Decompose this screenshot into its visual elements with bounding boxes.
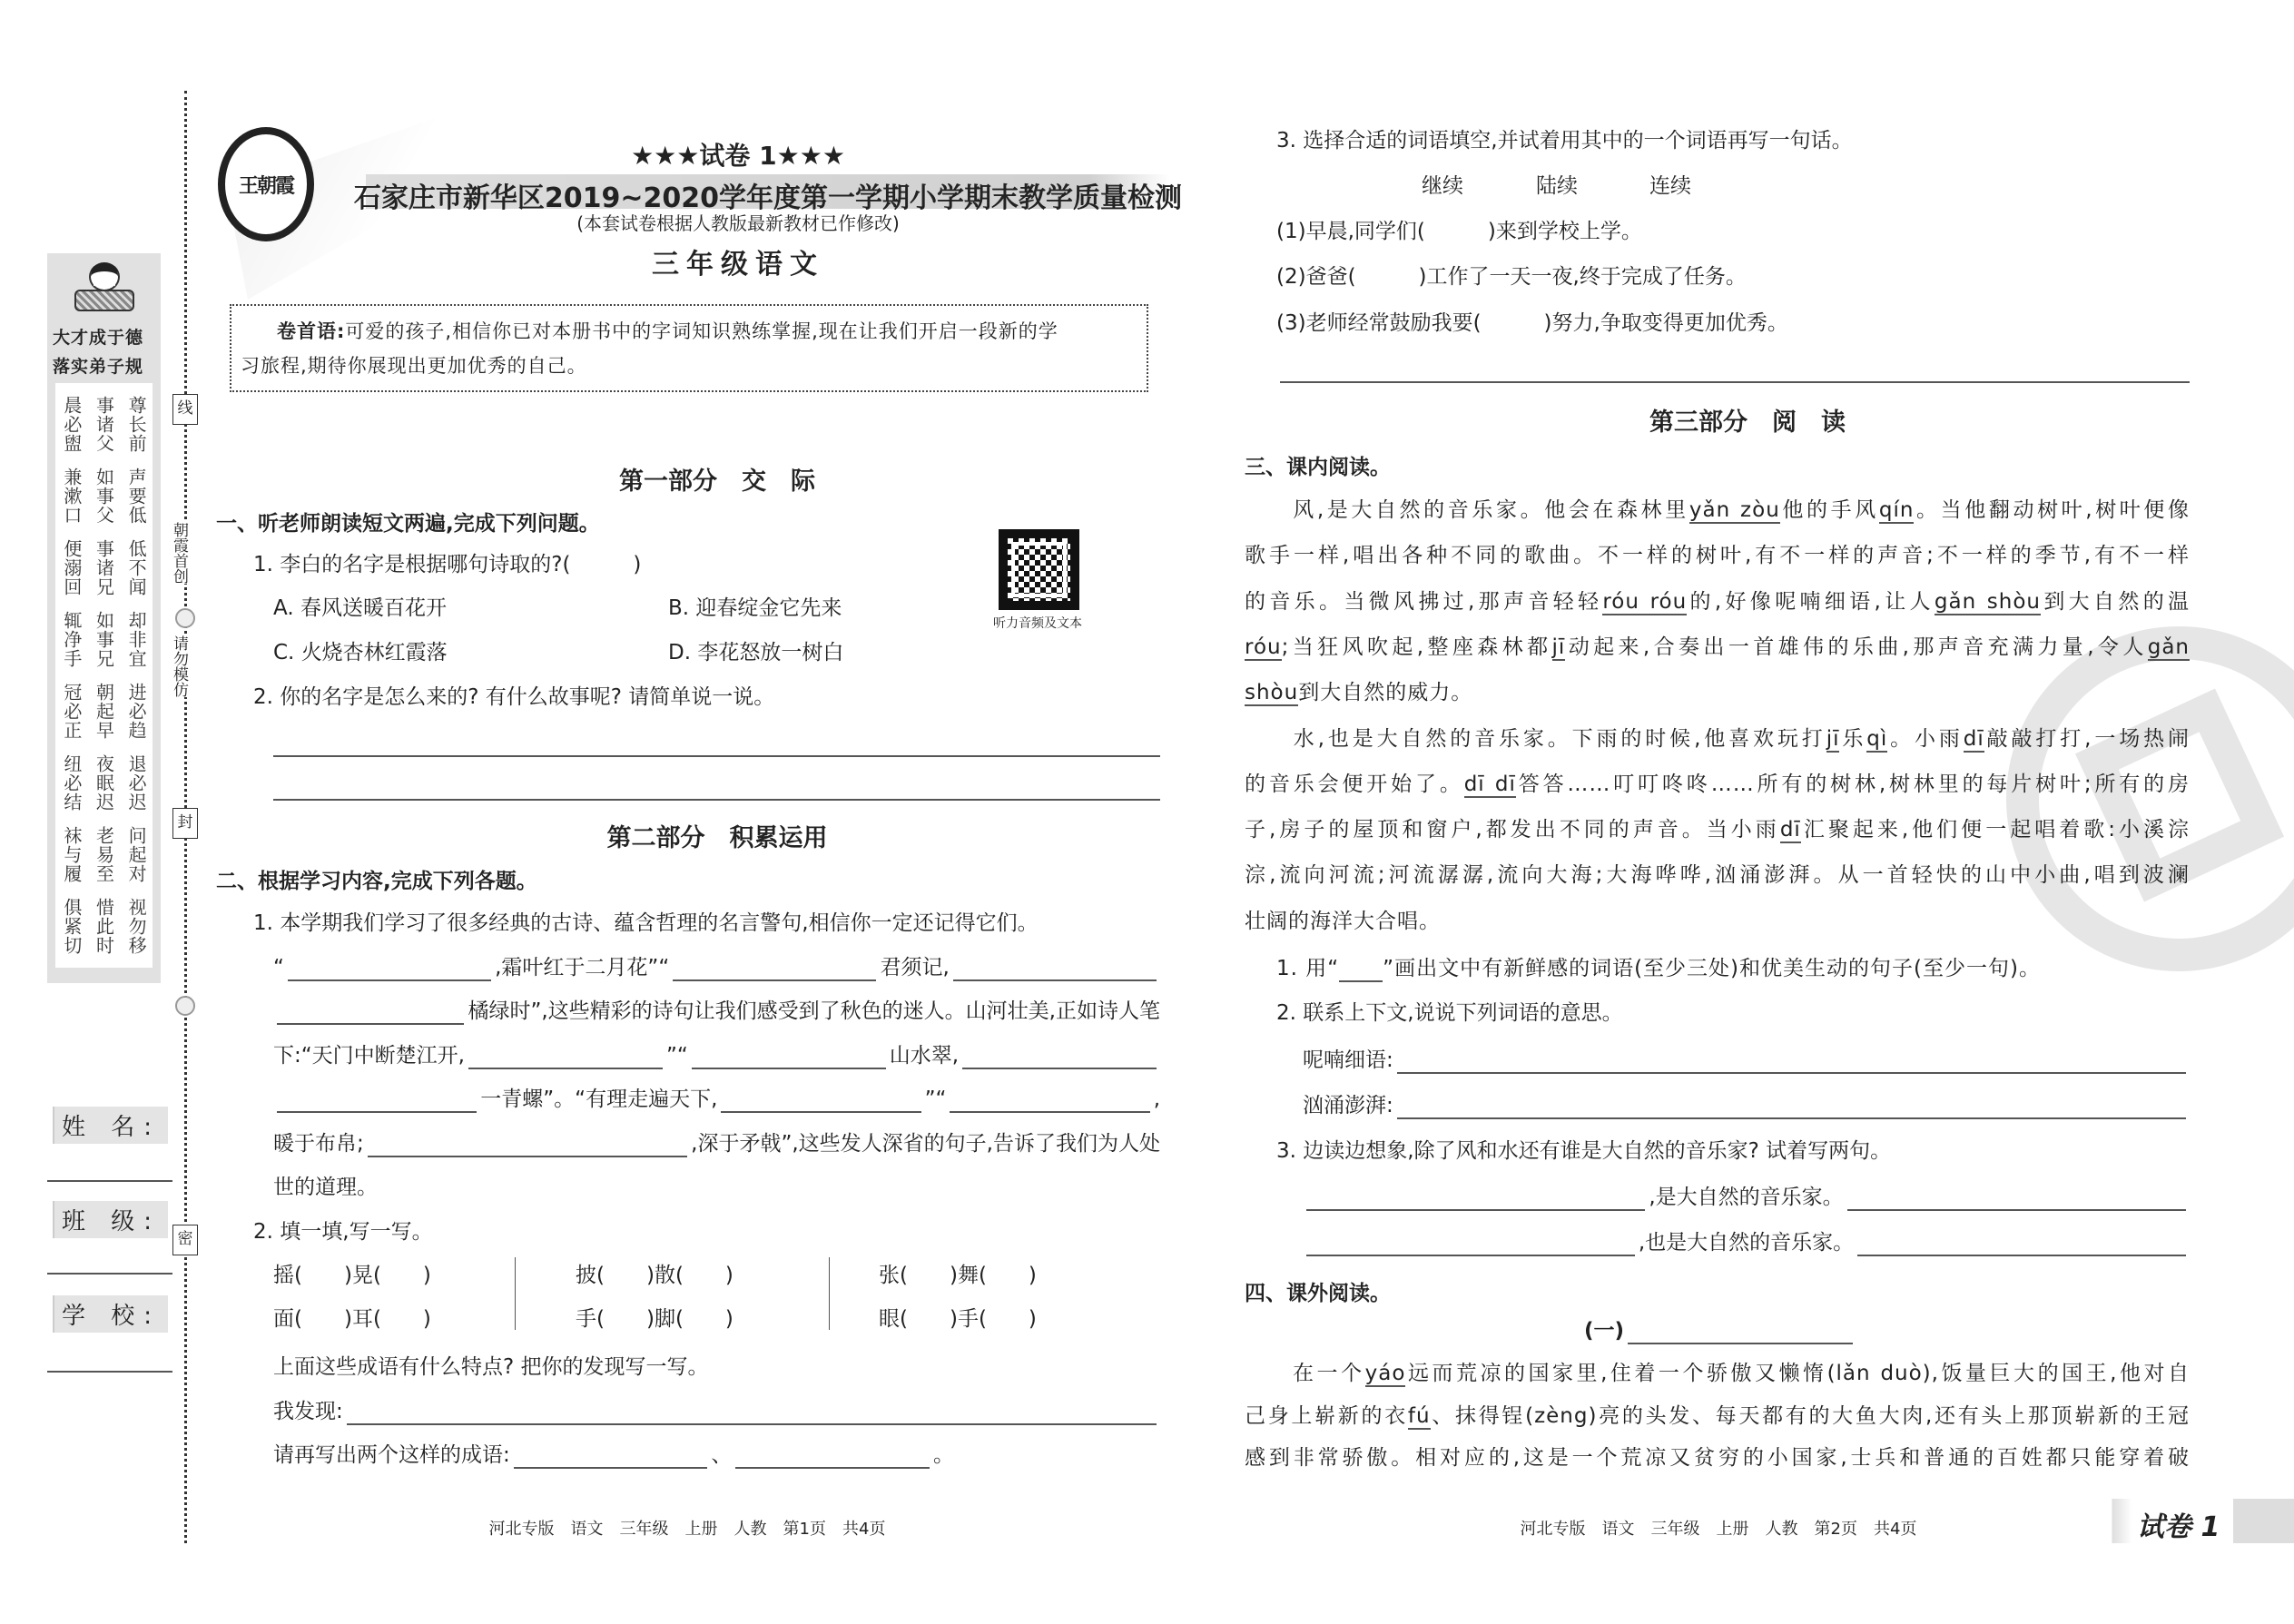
text-segment: 一青螺”。“有理走遍天下, — [480, 1088, 718, 1111]
answer-line — [273, 755, 1160, 757]
pinyin-underlined: qín — [1878, 498, 1915, 522]
rule-phrase: 纽必结 — [60, 754, 83, 812]
text-segment: 乐 — [1839, 726, 1867, 751]
smiley-icon — [175, 996, 195, 1016]
subject-title: 三年级语文 — [652, 249, 824, 281]
rule-phrase: 事诸兄 — [93, 539, 115, 596]
text-segment: 的,好像呢喃细语,让人 — [1687, 589, 1935, 614]
publisher-logo — [218, 127, 314, 241]
text-segment: 壮阔的海洋大合唱。 — [1245, 909, 1441, 933]
rule-phrase: 如事兄 — [93, 611, 115, 668]
name-label: 姓 名: — [53, 1107, 168, 1144]
question-text: 3. 选择合适的词语填空,并试着用其中的一个词语再写一句话。 — [1276, 129, 1853, 153]
text-segment: 感到非常骄傲。相对应的,这是一个荒凉又贫穷的小国家,士兵和普通的百姓都只能穿着破 — [1245, 1446, 2190, 1470]
question-text: 2. 填一填,写一写。 — [253, 1220, 433, 1244]
pinyin-underlined: yǎn zòu — [1689, 498, 1780, 522]
text-segment: 橘绿时”,这些精彩的诗句让我们感受到了秋色的迷人。山河壮美,正如诗人笔 — [468, 999, 1160, 1023]
cartoon-student-icon — [74, 262, 134, 317]
answer-blank — [1847, 1187, 2186, 1211]
preface-label: 卷首语: — [277, 320, 346, 342]
question-heading: 四、课外阅读。 — [1245, 1282, 1391, 1305]
answer-blank — [673, 958, 876, 981]
text-segment: 山水翠, — [889, 1043, 960, 1068]
text-segment: 。当他翻动树叶,树叶便像 — [1914, 498, 2191, 522]
rule-phrase: 声要低 — [125, 468, 148, 525]
page-footer: 河北专版 语文 三年级 上册 人教 第2页 共4页 — [1520, 1520, 1917, 1539]
rule-phrase: 退必迟 — [125, 754, 148, 812]
answer-line — [1280, 381, 2190, 383]
text-segment: “ — [273, 955, 284, 979]
text-line — [1303, 1047, 2190, 1074]
rule-group — [55, 396, 153, 453]
text-segment: 暖于布帛; — [273, 1131, 364, 1156]
text-segment: 己身上崭新的衣 — [1245, 1403, 1408, 1428]
option-a: A. 春风送暖百花开 — [273, 596, 447, 620]
text-segment: 下:“天门中断楚江开, — [273, 1043, 465, 1068]
pinyin-underlined: jī — [1551, 635, 1566, 659]
text-segment: ,霜叶红于二月花”“ — [495, 955, 670, 979]
binding-notice: 朝霞首创 — [170, 522, 188, 584]
separator: 、 — [711, 1443, 733, 1467]
text-segment: ”画出文中有新鲜感的词语(至少三处)和优美生动的句子(至少一句)。 — [1383, 957, 2041, 980]
question-heading: 一、听老师朗读短文两遍,完成下列问题。 — [216, 512, 600, 536]
rule-phrase: 却非宜 — [125, 611, 148, 668]
rule-phrase: 朝起早 — [93, 683, 115, 740]
idiom-item: 面( )耳( ) — [273, 1307, 431, 1331]
text-line — [1245, 678, 2190, 707]
text-segment: 呢喃细语: — [1303, 1048, 1393, 1072]
text-line — [1245, 770, 2190, 799]
rule-phrase: 冠必正 — [60, 683, 83, 740]
rule-group — [55, 754, 153, 812]
answer-line — [273, 799, 1160, 801]
smiley-icon — [175, 608, 195, 628]
pinyin-underlined: yáo — [1364, 1362, 1406, 1385]
answer-blank — [1306, 1187, 1645, 1211]
option-c: C. 火烧杏林红霞落 — [273, 641, 448, 664]
rule-phrase: 视勿移 — [125, 898, 148, 955]
pinyin-underlined: gǎn — [2147, 635, 2190, 659]
rule-group — [55, 468, 153, 525]
answer-blank — [277, 1001, 464, 1025]
answer-blank — [1306, 1233, 1635, 1256]
text-line — [1245, 1359, 2190, 1388]
pinyin-underlined: dī dī — [1463, 772, 1516, 796]
rule-phrase: 夜眠迟 — [93, 754, 115, 812]
logo-text: 王朝霞 — [238, 174, 293, 198]
pinyin-underlined: dī — [1779, 818, 1801, 842]
rule-group — [55, 683, 153, 740]
text-segment: 的音乐。当微风拂过,那声音轻轻 — [1245, 589, 1603, 614]
school-label: 学 校: — [53, 1295, 168, 1333]
text-segment: 到大自然的威力。 — [1298, 681, 1473, 705]
text-segment: 在一个 — [1245, 1362, 1365, 1385]
rule-phrase: 低不闻 — [125, 539, 148, 596]
text-line — [1303, 1184, 2190, 1211]
idiom-item: 张( )舞( ) — [879, 1264, 1037, 1287]
text-segment: ”“ — [924, 1088, 947, 1111]
exam-subtitle: (本套试卷根据人教版最新教材已作修改) — [576, 212, 900, 234]
text-line — [1303, 1229, 2190, 1256]
label: 我发现: — [273, 1400, 343, 1423]
idiom-item: 眼( )手( ) — [879, 1307, 1037, 1331]
text-segment: 子,房子的屋顶和窗户,都发出不同的声音。当小雨 — [1245, 818, 1780, 842]
text-line — [273, 1130, 1160, 1157]
idiom-item: 手( )脚( ) — [576, 1307, 733, 1331]
part3-title: 第三部分 阅 读 — [1649, 408, 1846, 437]
text-segment: 答答……叮叮咚咚……所有的树林,树林里的每片树叶;所有的房 — [1515, 772, 2191, 796]
answer-blank — [735, 1445, 930, 1469]
fill-item: (3)老师经常鼓励我要( )努力,争取变得更加优秀。 — [1276, 311, 1788, 335]
pinyin-underlined: qì — [1866, 726, 1888, 751]
rule-group — [55, 898, 153, 955]
rule-group — [55, 826, 153, 883]
text-segment: 歌手一样,唱出各种不同的歌曲。不一样的树叶,有不一样的声音;不一样的季节,有不一样 — [1245, 544, 2190, 568]
text-segment: 动起来,合奏出一首雄伟的乐曲,那声音充满力量,令人 — [1565, 635, 2148, 659]
option-b: B. 迎春绽金它先来 — [668, 596, 842, 620]
text-line — [1245, 1402, 2190, 1431]
text-line — [1245, 541, 2190, 570]
question-text: 1. 李白的名字是根据哪句诗取的?( ) — [253, 553, 642, 576]
answer-blank — [277, 1089, 477, 1113]
binding-mark-feng: 封 — [172, 808, 198, 839]
text-line — [273, 1086, 1160, 1113]
rule-phrase: 事诸父 — [93, 396, 115, 453]
label: 请再写出两个这样的成语: — [273, 1443, 510, 1467]
answer-blank — [514, 1445, 708, 1469]
rule-phrase: 俱紧切 — [60, 898, 83, 955]
word-choice: 陆续 — [1536, 174, 1578, 198]
exam-title: 石家庄市新华区2019~2020学年度第一学期小学期末教学质量检测 — [353, 182, 1183, 214]
title-blank — [1628, 1321, 1853, 1344]
text-line — [1245, 1443, 2190, 1472]
word-choice: 连续 — [1649, 174, 1691, 198]
text-line — [1245, 861, 2190, 890]
text-line — [273, 1042, 1160, 1069]
paper-badge — [2092, 1499, 2294, 1543]
school-field[interactable] — [47, 1371, 172, 1373]
text-segment: ,也是大自然的音乐家。 — [1638, 1231, 1855, 1255]
text-segment: 他的手风 — [1779, 498, 1879, 522]
answer-blank — [1397, 1096, 2186, 1119]
answer-blank — [1857, 1233, 2186, 1256]
text-line — [1245, 724, 2190, 753]
paper-badge-label: 试卷 1 — [2137, 1511, 2220, 1543]
answer-blank — [962, 1046, 1157, 1069]
text-segment: 、抹得锃(zèng)亮的头发、每天都有的大鱼大肉,还有头上那顶崭新的王冠 — [1430, 1403, 2190, 1428]
pinyin-underlined: jī — [1826, 726, 1840, 751]
pinyin-underlined: gǎn shòu — [1934, 589, 2042, 614]
text-line — [273, 1174, 1160, 1201]
text-segment: 水,也是大自然的音乐家。下雨的时候,他喜欢玩打 — [1245, 726, 1826, 751]
text-segment: ”“ — [665, 1043, 688, 1068]
text-segment: ;当狂风吹起,整座森林都 — [1281, 635, 1552, 659]
pinyin-underlined: róu róu — [1602, 589, 1688, 614]
rule-phrase: 问起对 — [125, 826, 148, 883]
rule-phrase: 辄净手 — [60, 611, 83, 668]
text-line — [1245, 815, 2190, 844]
rule-phrase: 老易至 — [93, 826, 115, 883]
fill-item: (1)早晨,同学们( )来到学校上学。 — [1276, 220, 1642, 243]
text-segment: ,是大自然的音乐家。 — [1649, 1186, 1844, 1209]
column-divider — [829, 1257, 830, 1330]
question-heading: 三、课内阅读。 — [1245, 456, 1391, 479]
part1-title: 第一部分 交 际 — [619, 468, 815, 496]
text-line — [1245, 633, 2190, 662]
rule-phrase: 如事父 — [93, 468, 115, 525]
part2-title: 第二部分 积累运用 — [606, 824, 828, 852]
text-segment: 淙,流向河流;河流潺潺,流向大海;大海哗哗,汹涌澎湃。从一首轻快的山中小曲,唱到波澜 — [1245, 863, 2190, 888]
preface-box — [230, 304, 1148, 392]
text-line — [273, 954, 1160, 981]
period: 。 — [933, 1443, 954, 1467]
name-field[interactable] — [47, 1180, 172, 1182]
paper-number: ★★★试卷 1★★★ — [631, 141, 845, 171]
rule-phrase: 兼漱口 — [60, 468, 83, 525]
class-field[interactable] — [47, 1273, 172, 1275]
text-line — [1245, 496, 2190, 525]
text-line — [1276, 954, 2041, 983]
rule-phrase: 晨必盥 — [60, 396, 83, 453]
rule-phrase: 尊长前 — [125, 396, 148, 453]
rule-phrase: 惜此时 — [93, 898, 115, 955]
qr-code[interactable] — [999, 529, 1079, 610]
pinyin-underlined: fú — [1407, 1403, 1431, 1428]
text-line — [1303, 1092, 2190, 1119]
pinyin-underlined — [1339, 957, 1383, 982]
answer-blank — [721, 1089, 921, 1113]
text-segment: ,深于矛戟”,这些发人深省的句子,告诉了我们为人处 — [691, 1131, 1160, 1156]
column-divider — [515, 1257, 516, 1330]
question-text: 2. 你的名字是怎么来的? 有什么故事呢? 请简单说一说。 — [253, 685, 775, 709]
question-text: 3. 边读边想象,除了风和水还有谁是大自然的音乐家? 试着写两句。 — [1276, 1139, 1892, 1163]
option-d: D. 李花怒放一树白 — [668, 641, 844, 664]
binding-mark-mi: 密 — [172, 1225, 198, 1255]
idiom-item: 披( )散( ) — [576, 1264, 733, 1287]
question-text: 上面这些成语有什么特点? 把你的发现写一写。 — [273, 1355, 709, 1379]
text-segment: 。小雨 — [1887, 726, 1964, 751]
text-line — [1245, 907, 2190, 936]
answer-blank — [368, 1134, 687, 1157]
panel-caption: 落实弟子规 — [53, 357, 144, 377]
page-footer: 河北专版 语文 三年级 上册 人教 第1页 共4页 — [488, 1520, 886, 1539]
binding-mark-xian: 线 — [172, 394, 198, 425]
answer-blank — [692, 1046, 886, 1069]
text-segment: 汇聚起来,他们便一起唱着歌:小溪淙 — [1800, 818, 2191, 842]
text-segment: 远而荒凉的国家里,住着一个骄傲又懒惰(lǎn duò),饭量巨大的国王,他对自 — [1405, 1362, 2190, 1385]
pinyin-underlined: shòu — [1245, 681, 1299, 705]
question-text: 1. 本学期我们学习了很多经典的古诗、蕴含哲理的名言警句,相信你一定还记得它们。 — [253, 911, 1039, 935]
fill-item: (2)爸爸( )工作了一天一夜,终于完成了任务。 — [1276, 265, 1747, 289]
answer-blank — [950, 1089, 1149, 1113]
text-segment: 到大自然的温 — [2041, 589, 2191, 614]
text-segment: 1. 用“ — [1276, 957, 1340, 980]
word-choice: 继续 — [1422, 174, 1463, 198]
text-segment: 汹涌澎湃: — [1303, 1094, 1393, 1117]
rule-phrase: 袜与履 — [60, 826, 83, 883]
text-segment: 的音乐会便开始了。 — [1245, 772, 1464, 796]
question-heading: 二、根据学习内容,完成下列各题。 — [216, 870, 537, 893]
text-segment: 风,是大自然的音乐家。他会在森林里 — [1245, 498, 1689, 522]
rule-group — [55, 611, 153, 668]
answer-blank — [1397, 1050, 2186, 1074]
pinyin-underlined: róu — [1245, 635, 1282, 659]
text-segment: 君须记, — [880, 955, 950, 979]
rule-phrase: 便溺回 — [60, 539, 83, 596]
rules-list — [55, 383, 153, 968]
qr-caption: 听力音频及文本 — [993, 616, 1082, 631]
text-line — [1245, 587, 2190, 616]
text-segment: 敲敲打打,一场热闹 — [1984, 726, 2191, 751]
text-segment: , — [1153, 1088, 1161, 1111]
passage-number: (一) — [1584, 1319, 1625, 1343]
question-text: 2. 联系上下文,说说下列词语的意思。 — [1276, 1001, 1623, 1025]
rule-group — [55, 539, 153, 596]
rule-phrase: 进必趋 — [125, 683, 148, 740]
answer-blank — [347, 1402, 1157, 1425]
panel-caption: 大才成于德 — [53, 328, 144, 348]
class-label: 班 级: — [53, 1201, 168, 1238]
binding-notice: 请勿模仿 — [170, 635, 188, 697]
dizigui-panel — [47, 253, 161, 983]
answer-blank — [288, 958, 491, 981]
preface-text: 习旅程,期待你展现出更加优秀的自己。 — [241, 355, 587, 377]
pinyin-underlined: dī — [1963, 726, 1984, 751]
preface-text: 可爱的孩子,相信你已对本册书中的字词知识熟练掌握,现在让我们开启一段新的学 — [345, 320, 1058, 342]
answer-blank — [953, 958, 1157, 981]
text-line — [273, 998, 1160, 1025]
idiom-item: 摇( )晃( ) — [273, 1264, 431, 1287]
text-segment: 世的道理。 — [273, 1176, 378, 1199]
answer-blank — [468, 1046, 663, 1069]
